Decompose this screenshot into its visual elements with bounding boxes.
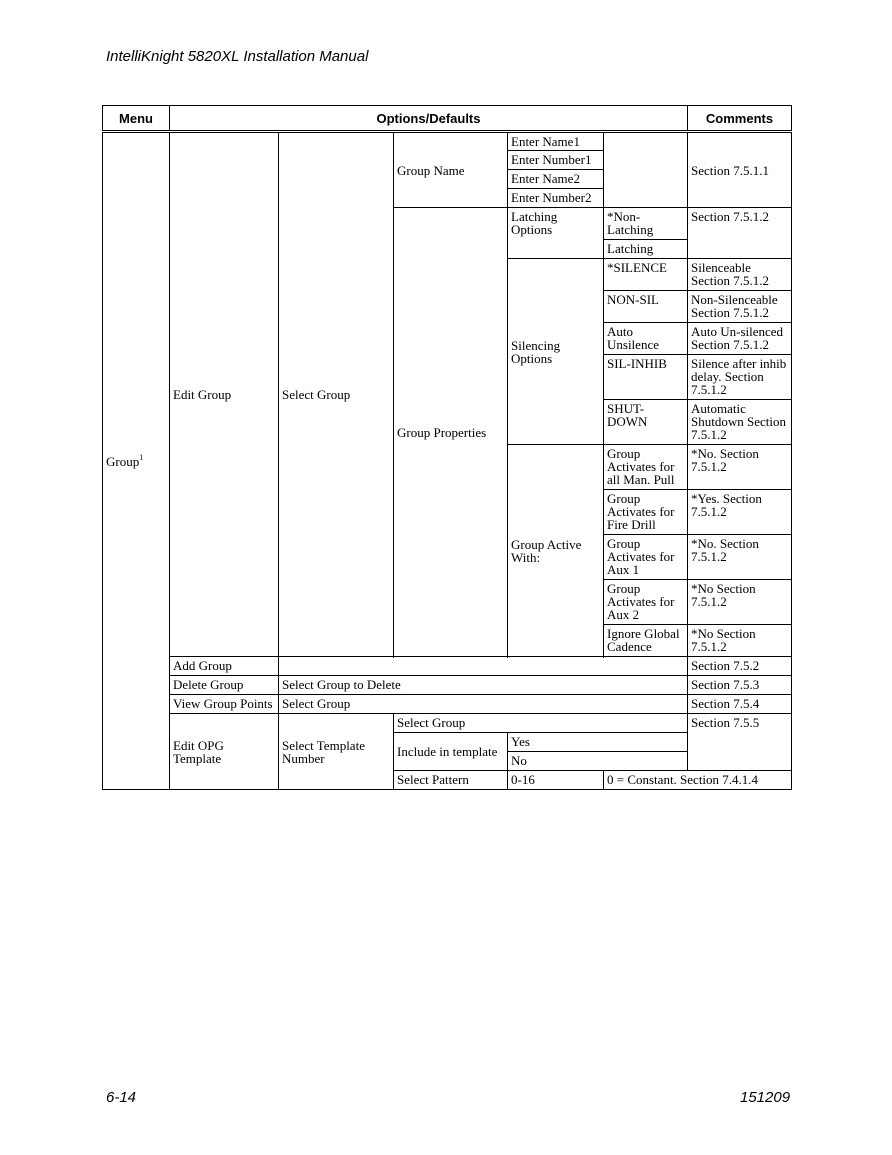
silencing-option: SIL-INHIB	[604, 355, 688, 400]
view-group-points-comment: Section 7.5.4	[688, 695, 792, 714]
group-name-blank	[604, 132, 688, 208]
active-with-comment: *No Section 7.5.1.2	[688, 625, 792, 657]
silencing-comment: Silence after inhib delay. Section 7.5.1.2	[688, 355, 792, 400]
group-active-with-cell: Group Active With:	[508, 445, 604, 657]
include-in-template-cell: Include in template	[394, 733, 508, 771]
active-with-comment: *No Section 7.5.1.2	[688, 580, 792, 625]
add-group-blank	[279, 657, 688, 676]
select-pattern-cell: Select Pattern	[394, 771, 508, 790]
header-options-defaults: Options/Defaults	[170, 106, 688, 132]
group-label: Group	[106, 453, 140, 469]
active-with-option: Ignore Global Cadence	[604, 625, 688, 657]
active-with-comment: *No. Section 7.5.1.2	[688, 445, 792, 490]
opg-select-group: Select Group	[394, 714, 688, 733]
group-properties-cell: Group Properties	[394, 208, 508, 657]
active-with-option: Group Activates for Aux 1	[604, 535, 688, 580]
add-group-cell: Add Group	[170, 657, 279, 676]
view-group-points-option: Select Group	[279, 695, 688, 714]
pattern-comment: 0 = Constant. Section 7.4.1.4	[604, 771, 792, 790]
include-no: No	[508, 752, 688, 771]
silencing-option: *SILENCE	[604, 259, 688, 291]
latching-option: Latching	[604, 240, 688, 259]
group-name-item: Enter Name1	[508, 132, 604, 151]
group-name-item: Enter Number1	[508, 151, 604, 170]
delete-group-cell: Delete Group	[170, 676, 279, 695]
opg-select-group-comment: Section 7.5.5	[688, 714, 792, 771]
header-menu: Menu	[103, 106, 170, 132]
delete-group-comment: Section 7.5.3	[688, 676, 792, 695]
delete-group-option: Select Group to Delete	[279, 676, 688, 695]
pattern-range: 0-16	[508, 771, 604, 790]
view-group-points-cell: View Group Points	[170, 695, 279, 714]
active-with-comment: *Yes. Section 7.5.1.2	[688, 490, 792, 535]
include-yes: Yes	[508, 733, 688, 752]
select-template-number-cell: Select Template Number	[279, 714, 394, 790]
silencing-comment: Silenceable Section 7.5.1.2	[688, 259, 792, 291]
select-group-cell: Select Group	[279, 132, 394, 657]
group-name-item: Enter Number2	[508, 189, 604, 208]
edit-opg-template-cell: Edit OPG Template	[170, 714, 279, 790]
group-footnote: 1	[139, 452, 144, 462]
header-comments: Comments	[688, 106, 792, 132]
active-with-comment: *No. Section 7.5.1.2	[688, 535, 792, 580]
latching-options-cell: Latching Options	[508, 208, 604, 259]
menu-options-table	[102, 105, 792, 790]
active-with-option: Group Activates for all Man. Pull	[604, 445, 688, 490]
edit-group-cell: Edit Group	[170, 132, 279, 657]
silencing-option: SHUT-DOWN	[604, 400, 688, 445]
active-with-option: Group Activates for Fire Drill	[604, 490, 688, 535]
group-name-item: Enter Name2	[508, 170, 604, 189]
group-menu-cell	[103, 132, 170, 790]
silencing-option: NON-SIL	[604, 291, 688, 323]
add-group-comment: Section 7.5.2	[688, 657, 792, 676]
silencing-comment: Non-Silenceable Section 7.5.1.2	[688, 291, 792, 323]
silencing-option: Auto Unsilence	[604, 323, 688, 355]
latching-option: *Non-Latching	[604, 208, 688, 240]
page-number: 6-14	[106, 1089, 137, 1106]
silencing-options-cell: Silencing Options	[508, 259, 604, 445]
silencing-comment: Auto Un-silenced Section 7.5.1.2	[688, 323, 792, 355]
latching-comment: Section 7.5.1.2	[688, 208, 792, 259]
group-name-cell: Group Name	[394, 132, 508, 208]
group-name-comment: Section 7.5.1.1	[688, 132, 792, 208]
active-with-option: Group Activates for Aux 2	[604, 580, 688, 625]
page-header: IntelliKnight 5820XL Installation Manual	[106, 48, 369, 65]
silencing-comment: Automatic Shutdown Section 7.5.1.2	[688, 400, 792, 445]
document-revision: 151209	[740, 1089, 791, 1106]
